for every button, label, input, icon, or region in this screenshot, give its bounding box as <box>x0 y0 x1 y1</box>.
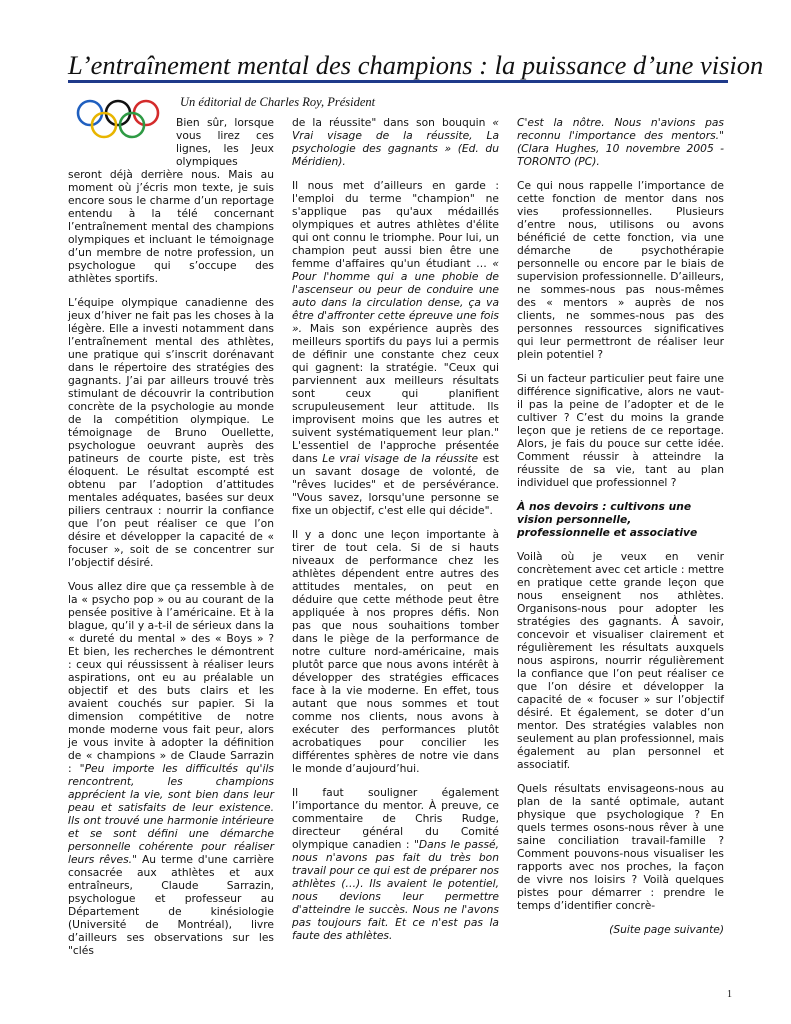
title-rule <box>68 80 728 83</box>
paragraph: Ce qui nous rappelle l’importance de cette fonction de mentor dans nos vies professionnelles. Plusieurs d’entre nous, utilisons ou avons bénéficié de cette fonction, via une démarche de psychothérapie personnelle ou encore par le biais de supervision professionnelle. D’ailleurs, ne sommes-nous pas nous-mêmes des « mentors » auprès de nos clients, ne sommes-nous pas des personnes ressources significatives qui leur permettront de réaliser leur plein potentiel ? <box>517 179 724 361</box>
text-run: Mais son expérience auprès des meilleurs sportifs du pays lui a permis de définir une constante chez ceux qui gagnent: la stratégie. "Ceux qui parviennent aux meilleurs résultats sont ceux qui planifient scrupuleusement leur attitude. Ils improvisent moins que les autres et suivent systématiquement leur plan." L'essentiel de l'approche présentée dans <box>292 322 499 465</box>
paragraph: Quels résultats envisageons-nous au plan de la santé optimale, autant physique que psychologique ? En quels termes osons-nous rêver à une saine conciliation travail-famille ? Comment pouvons-nous visualiser les rapports avec nos proches, la façon de vivre nos loisirs ? Voilà quelques pistes pour démarrer : prendre le temps d’identifier concrè- <box>517 782 724 912</box>
column-2 <box>292 116 499 953</box>
text-run: est un savant dosage de volonté, de "rêves lucides" et de persévérance. "Vous savez, lorsqu'une personne se fixe un objectif, c'est elle qui décide". <box>292 452 499 517</box>
article-title: L’entraînement mental des champions : la puissance d’une vision <box>68 50 764 80</box>
paragraph: L’équipe olympique canadienne des jeux d’hiver ne fait pas les choses à la légère. Elle a investi notamment dans l’entraînement mental des athlètes, une pratique qui s’inscrit dorénavant dans le répertoire des stratégies des gagnants. J’ai par ailleurs trouvé très stimulant de découvrir la contribution concrète de la psychologie au monde de la compétition olympique. Le témoignage de Bruno Ouellette, psychologue oeuvrant auprès des patineurs de courte piste, est très éloquent. Le résultat escompté est obtenu par l’adoption d’attitudes mentales adéquates, basées sur deux piliers centraux : nourrir la confiance que l’on peut réaliser ce que l’on désire et développer la capacité de « focuser », soit de se concentrer sur l’objectif désiré. <box>68 296 274 569</box>
column-1 <box>68 116 274 968</box>
paragraph <box>292 786 499 942</box>
paragraph: Il y a donc une leçon importante à tirer de tout cela. Si de si hauts niveaux de performance chez les athlètes dépendent entre autres des attitudes mentales, on peut en déduire que cette méthode peut être appliquée à nos propres défis. Non pas que nous souhaitions tomber dans le piège de la performance de notre culture nord-américaine, mais plutôt parce que nous avons intérêt à développer des stratégies efficaces face à la vie moderne. En effet, tous autant que nous sommes et tout comme nos clients, nous avons à exécuter des performances plutôt acrobatiques pour concilier les différentes sphères de notre vie dans le monde d’aujourd’hui. <box>292 528 499 775</box>
text-run: Il faut souligner également l’importance du mentor. À preuve, ce commentaire de Chris Rudge, directeur général du Comité olympique canadien : <box>292 786 499 851</box>
book-title: Le vrai visage de la réussite <box>322 452 479 465</box>
text-run: de la réussite" dans son bouquin <box>292 116 493 129</box>
quote-sarrazin: "Peu importe les difficultés qu'ils rencontrent, les champions apprécient la vie, sont bien dans leur peau et satisfaits de leur existence. Ils ont trouvé une harmonie intérieure et se sont défini une démarche personnelle cohérente pour réaliser leurs rêves." <box>68 762 274 866</box>
paragraph: Si un facteur particulier peut faire une différence significative, alors ne vaut-il pas la peine de l’adopter et de le cultiver ? C’est du moins la grande leçon que je retiens de ce reportage. Alors, je fais du pouce sur cette idée. Comment réussir à atteindre la réussite de sa vie, tant au plan individuel que professionnel ? <box>517 372 724 489</box>
section-heading: À nos devoirs : cultivons une vision personnelle, professionnelle et associative <box>517 500 698 539</box>
paragraph: Voilà où je veux en venir concrètement avec cet article : mettre en pratique cette grande leçon que nous enseignent nos athlètes. Organisons-nous pour adopter les stratégies des gagnants. À savoir, concevoir et visualiser clairement et régulièrement les résultats auxquels nous aspirons, nourrir régulièrement la confiance que l’on peut réaliser ce que l’on désire et développer la capacité de « focuser » sur l’objectif désiré. Et également, se doter d’un mentor. Des stratégies valables non seulement au plan professionnel, mais également au plan personnel et associatif. <box>517 550 724 771</box>
page-number: 1 <box>727 989 732 1000</box>
quote: « Pour l'homme qui a une phobie de l'ascenseur ou peur de conduire une auto dans la circulation dense, ça va être d'affronter cette épreuve une fois ». <box>292 257 499 335</box>
column-3 <box>517 116 724 936</box>
quote-rudge: "Dans le passé, nous n'avons pas fait du très bon travail pour ce qui est de préparer nos athlètes (…). Ils avaient le potentiel, nous devions leur permettre d'atteindre le succès. Nous ne l'avons pas toujours fait. Et ce n'est pas la faute des athlètes. <box>292 838 499 942</box>
text-run: Il nous met d’ailleurs en garde : l'emploi du terme "champion" ne s'applique pas qu'aux médaillés olympiques et autres athlètes d'élite qui ont connu le triomphe. Pour lui, un champion peut aussi bien être une femme d'affaires qu'un étudiant … <box>292 179 499 270</box>
text-run: Au terme d'une carrière consacrée aux athlètes et aux entraîneurs, Claude Sarrazin, psychologue et professeur au Département de kinésiologie (Université de Montréal), livre d’ailleurs ses observations sur les "clés <box>68 853 275 957</box>
book-title: « Vrai visage de la réussite, La psychologie des gagnants » (Ed. du Méridien). <box>292 116 499 168</box>
paragraph <box>292 116 499 168</box>
paragraph <box>68 580 274 957</box>
paragraph: Bien sûr, lorsque vous lirez ces lignes, les Jeux olympiques seront déjà derrière nous. Mais au moment où j’écris mon texte, je suis encore sous le charme d’un reportage entendu à la télé concernant l’entraînement mental des champions olympiques et incluant le témoignage d’un membre de notre profession, un psychologue qui s’occupe des athlètes sportifs. <box>68 116 274 285</box>
continued-notice: (Suite page suivante) <box>609 923 724 936</box>
logo-spacer <box>68 116 176 168</box>
quote-continuation: C'est la nôtre. Nous n'avions pas reconnu l'importance des mentors." (Clara Hughes, 10 novembre 2005 - TORONTO (PC). <box>517 116 724 168</box>
text-run: Vous allez dire que ça ressemble à de la « psycho pop » ou au courant de la pensée positive à l’américaine. Et à la blague, qu’il y a-t-il de sérieux dans la « dureté du mental » des « Boys » ? Et bien, les recherches le démontrent : ceux qui réussissent à réaliser leurs aspirations, ont eu au préalable un objectif et des buts clairs et les avaient couchés sur papier. Si la dimension compétitive de notre monde moderne vous fait peur, alors je vous invite à adopter la définition de « champions » de Claude Sarrazin : <box>68 580 274 775</box>
byline: Un éditorial de Charles Roy, Président <box>180 95 376 109</box>
paragraph <box>292 179 499 517</box>
